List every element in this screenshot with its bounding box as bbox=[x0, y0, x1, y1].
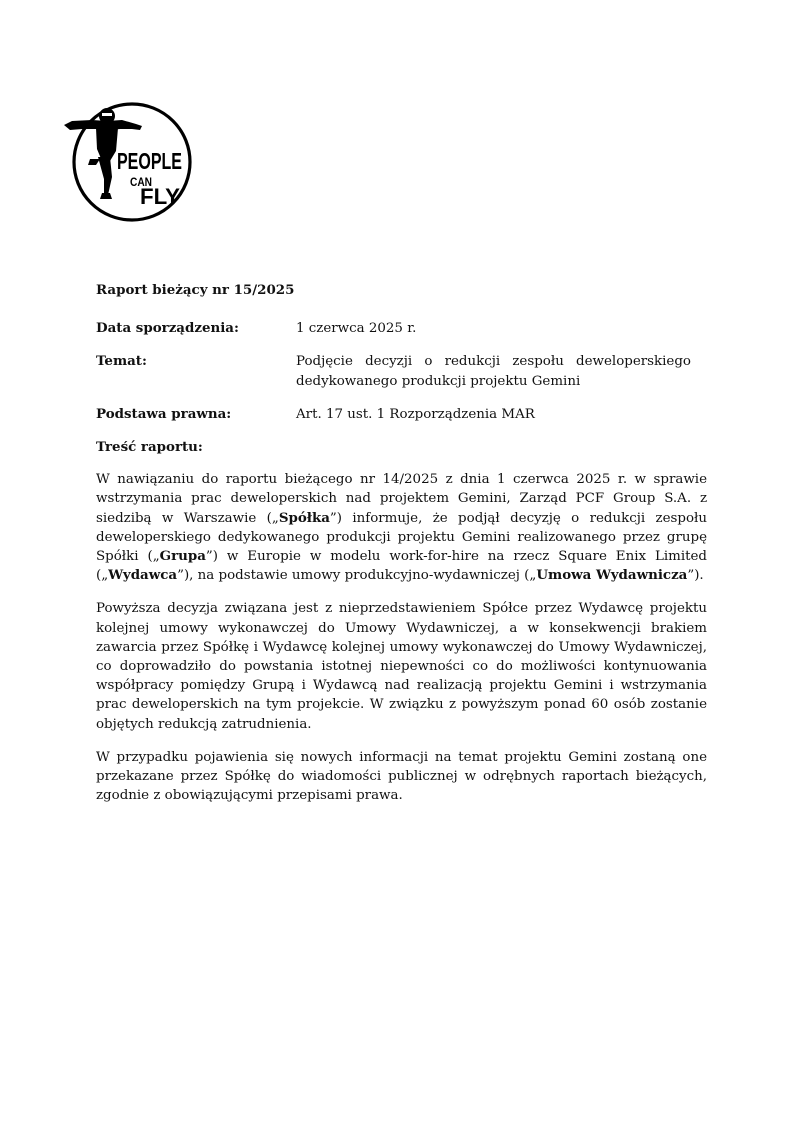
paragraph-1 bbox=[96, 470, 707, 585]
p1-term-company: Spółka bbox=[278, 509, 330, 526]
p1-term-group: Grupa bbox=[159, 548, 206, 565]
p1-text-3: ”) w Europie w modelu work-for-hire na rzecz Square Enix Limited („ bbox=[96, 549, 707, 584]
date-row bbox=[96, 319, 707, 338]
subject-value: Podjęcie decyzji o redukcji zespołu deweloperskiego dedykowanego produkcji projektu Gemini bbox=[296, 354, 691, 389]
p1-text-5: ”). bbox=[687, 568, 704, 584]
paragraph-2: Powyższa decyzja związana jest z nieprzedstawieniem Spółce przez Wydawcę projektu kolejnej umowy wykonawczej do Umowy Wydawniczej, a w konsekwencji brakiem zawarcia przez Spółkę i Wydawcę kolejnej umowy wykonawczej do Umowy Wydawniczej, co doprowadziło do powstania istotnej niepewności co do możliwości kontynuowania współpracy pomiędzy Grupą i Wydawcą nad realizacją projektu Gemini i wstrzymania prac deweloperskich na tym projekcie. W związku z powyższym ponad 60 osób zostanie objętych redukcją zatrudnienia. bbox=[96, 601, 707, 732]
p1-term-agreement: Umowa Wydawnicza bbox=[536, 567, 688, 584]
subject-row bbox=[96, 352, 707, 390]
date-label: Data sporządzenia: bbox=[96, 320, 239, 337]
subject-label: Temat: bbox=[96, 353, 147, 370]
p1-text-2: ”) informuje, że podjął decyzję o redukcji zespołu deweloperskiego dedykowanego produkcji projektu Gemini realizowanego przez grupę Spółki („ bbox=[96, 510, 707, 565]
p1-term-publisher: Wydawca bbox=[108, 567, 178, 584]
logo-can-text: CAN bbox=[130, 175, 152, 189]
logo-fly-text: FLY bbox=[140, 184, 181, 209]
legal-basis-value: Art. 17 ust. 1 Rozporządzenia MAR bbox=[296, 406, 535, 422]
legal-basis-row bbox=[96, 405, 707, 424]
legal-basis-label: Podstawa prawna: bbox=[96, 405, 232, 422]
report-title: Raport bieżący nr 15/2025 bbox=[96, 282, 295, 298]
content-heading: Treść raportu: bbox=[96, 439, 203, 456]
people-can-fly-logo-graphic bbox=[62, 99, 194, 224]
logo-people-text: PEOPLE bbox=[117, 148, 182, 174]
p1-text-1: W nawiązaniu do raportu bieżącego nr 14/2025 z dnia 1 czerwca 2025 r. w sprawie wstrzymania prac deweloperskich nad projektem Gemini, Zarząd PCF Group S.A. z siedzibą w Warszawie („ bbox=[96, 472, 707, 526]
paragraph-3: W przypadku pojawienia się nowych informacji na temat projektu Gemini zostaną one przekazane przez Spółkę do wiadomości publicznej w odrębnych raportach bieżących, zgodnie z obowiązującymi przepisami prawa. bbox=[96, 749, 707, 804]
date-value: 1 czerwca 2025 r. bbox=[296, 321, 417, 337]
report-document bbox=[96, 281, 707, 819]
people-can-fly-logo bbox=[62, 99, 194, 224]
p1-text-4: ”), na podstawie umowy produkcyjno-wydawniczej („ bbox=[177, 568, 537, 584]
